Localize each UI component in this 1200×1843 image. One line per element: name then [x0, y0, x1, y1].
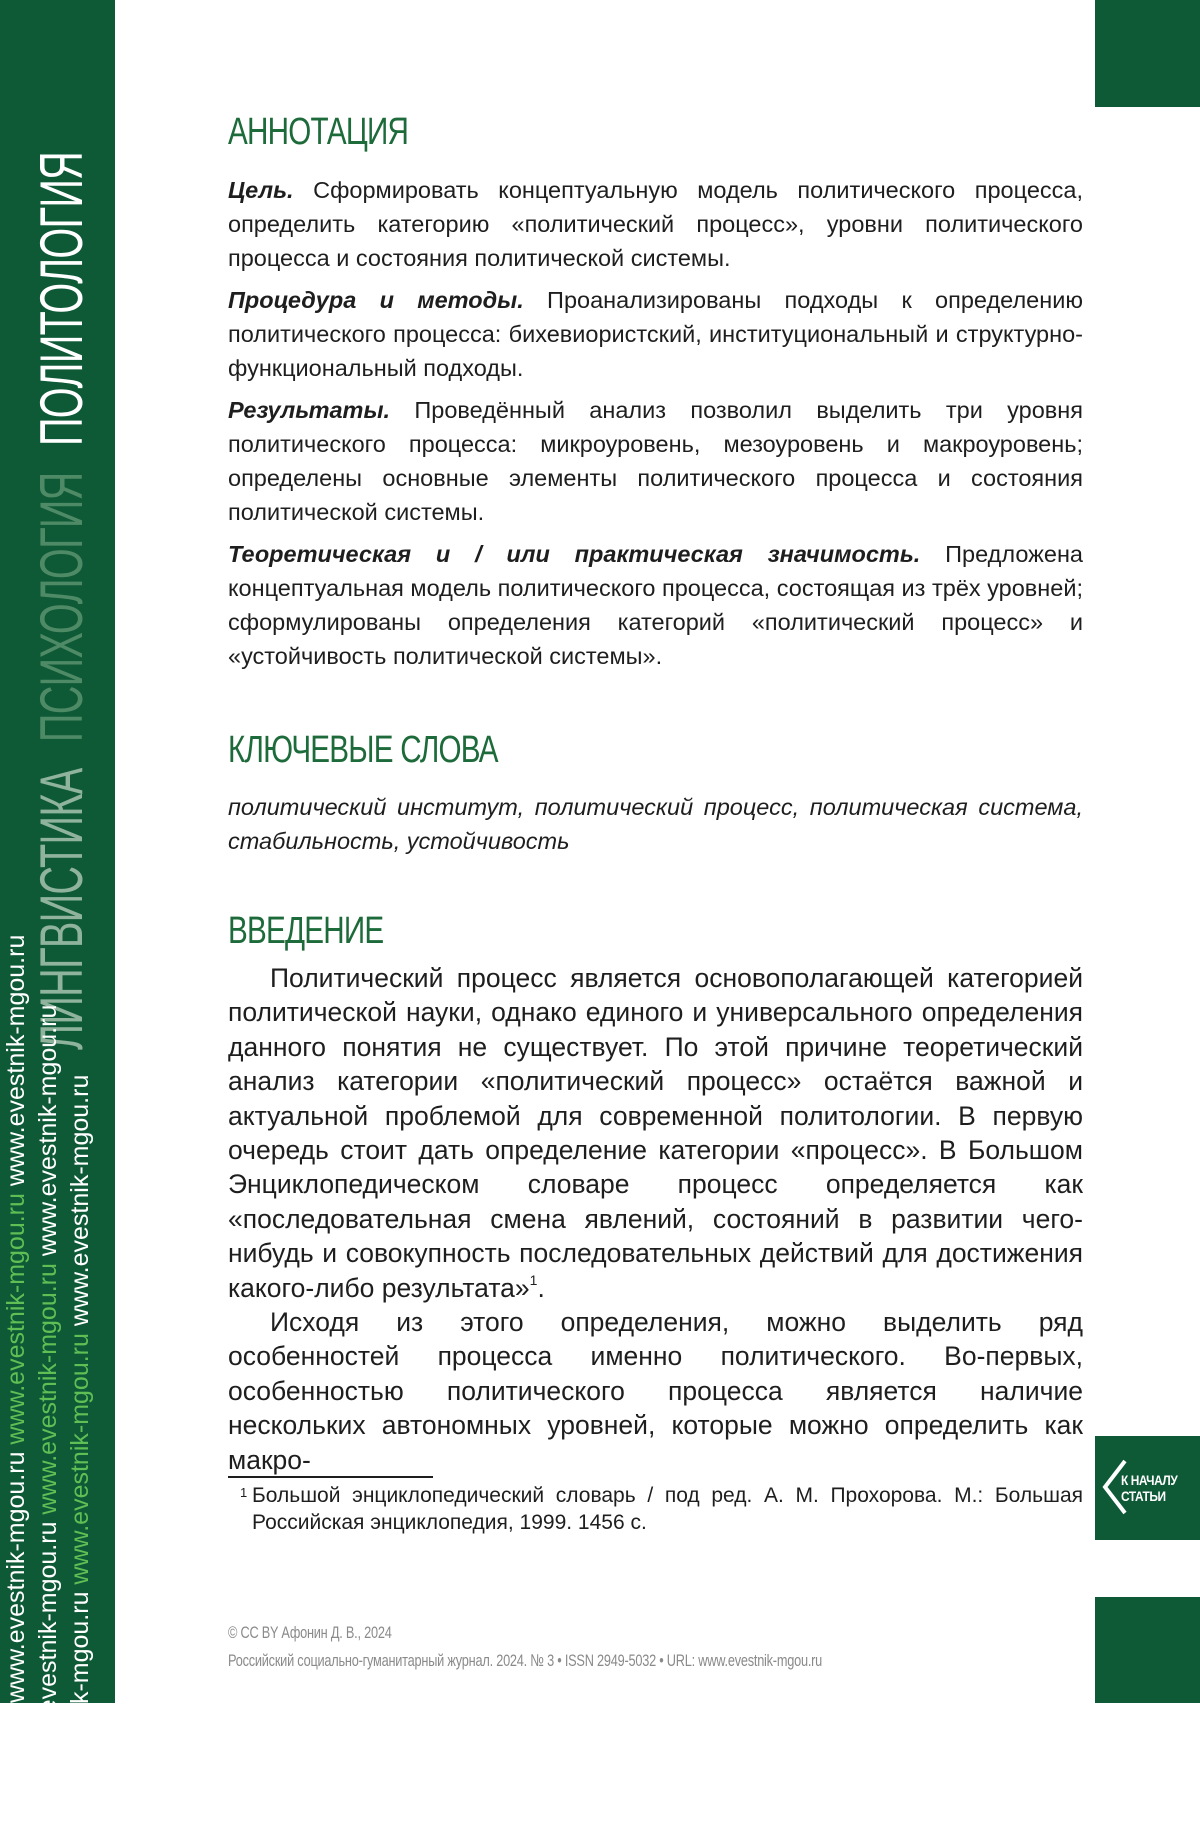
goal-text: Сформировать концептуальную модель политического процесса, определить категорию «политический процесс», уровни политического процесса и состояния политической системы. — [228, 177, 1083, 271]
category-psychology: ПСИХОЛОГИЯ — [28, 472, 95, 743]
significance-text: Предложена концептуальная модель политического процесса, состоящая из трёх уровней; сформулированы определения категорий «политический процесс» и «устойчивость политической системы». — [228, 541, 1083, 669]
site-link[interactable]: www.evestnik-mgou.ru — [34, 1521, 62, 1773]
intro-paragraph-1-end: . — [537, 1272, 545, 1303]
annotation-methods — [228, 283, 1083, 385]
keywords-text: политический институт, политический процесс, политическая система, стабильность, устойчивость — [228, 794, 1083, 854]
edge-tab-bottom — [1095, 1597, 1200, 1703]
back-to-start-label — [1121, 1472, 1187, 1504]
footnote — [242, 1482, 1083, 1536]
copyright-line: © CC BY Афонин Д. В., 2024 — [228, 1623, 392, 1642]
annotation-goal — [228, 173, 1083, 275]
site-link-green[interactable]: www.evestnik-mgou.ru — [66, 1333, 94, 1585]
site-link-green[interactable]: www.evestnik-mgou.ru — [2, 1193, 30, 1445]
section-categories — [28, 151, 95, 1050]
site-link[interactable]: www.evestnik-mgou.ru — [34, 1004, 62, 1257]
footnote-divider — [228, 1476, 433, 1478]
results-label: Результаты. — [228, 397, 391, 423]
journal-line: Российский социально-гуманитарный журнал. 2024. № 3 • ISSN 2949-5032 • URL: www.evestnik-mgou.ru — [228, 1651, 823, 1670]
annotation-significance — [228, 537, 1083, 673]
methods-label: Процедура и методы. — [228, 287, 524, 313]
intro-paragraph-1-text: Политический процесс является основополагающей категорией политической науки, однако единого и универсального определения данного понятия не существует. По этой причине теоретический анализ категории «политический процесс» остаётся важной и актуальной проблемой для современной политологии. В первую очередь стоит дать определение категории «процесс». В Большом Энциклопедическом словаре процесс определяется как «последовательная смена явлений, состояний в развитии чего-нибудь и совокупность последовательных действий для достижения какого-либо результата» — [228, 963, 1083, 1303]
introduction-body — [228, 961, 1083, 1477]
intro-paragraph-2: Исходя из этого определения, можно выделить ряд особенностей процесса именно политического. Во-первых, особенностью политического процесса является наличие нескольких автономных уровней, которые можно определить как макро- — [228, 1307, 1083, 1475]
footnote-number: 1 — [240, 1485, 248, 1500]
category-linguistics: ЛИНГВИСТИКА — [28, 768, 95, 1050]
back-to-start-button[interactable] — [1095, 1436, 1200, 1540]
site-link[interactable]: www.evestnik-mgou.ru — [66, 1591, 94, 1843]
annotation-results — [228, 393, 1083, 529]
sidebar — [0, 0, 115, 1843]
sidebar-url-line — [68, 1075, 93, 1843]
edge-tab-top — [1095, 0, 1200, 107]
significance-label: Теоретическая и / или практическая значимость. — [228, 541, 921, 567]
sidebar-url-line — [4, 935, 29, 1703]
introduction-heading: ВВЕДЕНИЕ — [228, 910, 384, 952]
annotation-body — [228, 173, 1083, 673]
methods-text: Проанализированы подходы к определению политического процесса: бихевиористский, институциональный и структурно-функциональный подходы. — [228, 287, 1083, 381]
category-political-science: ПОЛИТОЛОГИЯ — [28, 151, 95, 446]
page-footer — [228, 1622, 1020, 1672]
site-link[interactable]: www.evestnik-mgou.ru — [2, 1451, 30, 1703]
site-link-green[interactable]: www.evestnik-mgou.ru — [34, 1263, 62, 1515]
site-link[interactable]: www.evestnik-mgou.ru — [2, 934, 30, 1187]
sidebar-url-line — [36, 1005, 61, 1773]
back-label-line1: К НАЧАЛУ — [1121, 1472, 1178, 1488]
goal-label: Цель. — [228, 177, 294, 203]
footnote-text: Большой энциклопедический словарь / под ред. А. М. Прохорова. М.: Большая Российская энциклопедия, 1999. 1456 с. — [252, 1484, 1083, 1534]
results-text: Проведённый анализ позволил выделить три уровня политического процесса: микроуровень, мезоуровень и макроуровень; определены основные элементы политического процесса и состояния политической системы. — [228, 397, 1083, 525]
back-label-line2: СТАТЬИ — [1121, 1488, 1166, 1504]
annotation-heading: АННОТАЦИЯ — [228, 111, 409, 153]
intro-paragraph-1 — [228, 961, 1083, 1305]
keywords-heading: КЛЮЧЕВЫЕ СЛОВА — [228, 729, 498, 771]
site-link[interactable]: www.evestnik-mgou.ru — [66, 1074, 94, 1327]
footnote-ref[interactable]: 1 — [529, 1271, 538, 1288]
